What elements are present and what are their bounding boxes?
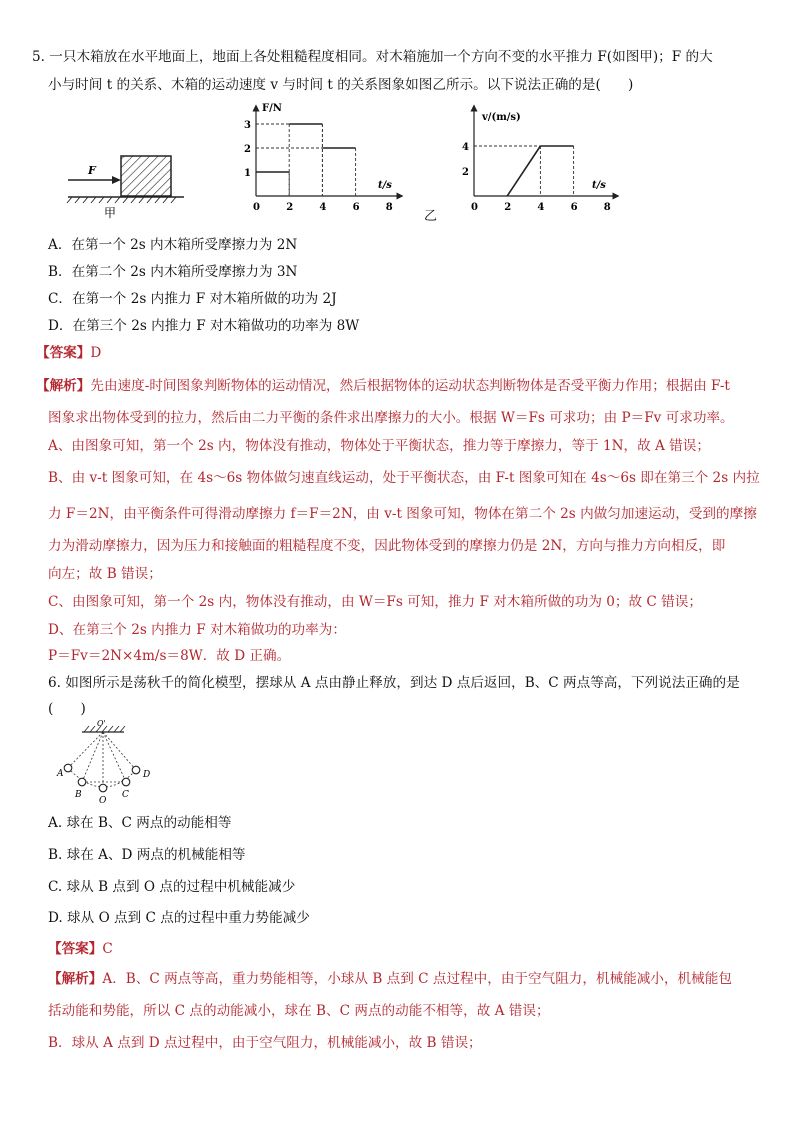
q5-analysis-line: P＝Fv＝2N×4m/s＝8W．故 D 正确。 (48, 648, 291, 664)
q5-analysis-line: D、在第三个 2s 内推力 F 对木箱做功的功率为： (48, 622, 346, 638)
ft-x-label: t/s (378, 180, 392, 191)
vt-x-tick-label: 0 (471, 202, 478, 213)
q6-option-b: B. 球在 A、D 两点的机械能相等 (48, 847, 246, 863)
ft-y-tick-label: 2 (244, 144, 251, 155)
q5-analysis-line: 图象求出物体受到的拉力，然后由二力平衡的条件求出摩擦力的大小。根据 W＝Fs 可求功；由 P＝Fv 可求功率。 (48, 410, 734, 426)
q5-stem-line1: 5. 一只木箱放在水平地面上，地面上各处粗糙程度相同。对木箱施加一个方向不变的水平推力 F(如图甲)；F 的大 (32, 49, 713, 65)
caption-yi: 乙 (424, 209, 438, 224)
vt-y-tick-label: 4 (462, 142, 469, 153)
q5-analysis-first (36, 377, 730, 395)
q5-option-b: B．在第二个 2s 内木箱所受摩擦力为 3N (48, 264, 298, 280)
label-c: C (122, 790, 129, 800)
q6-pendulum-figure (54, 720, 164, 806)
q5-option-c: C．在第一个 2s 内推力 F 对木箱所做的功为 2J (48, 291, 337, 307)
q6-answer-tag: 【答案】 (48, 941, 103, 957)
ft-y-label: F/N (262, 103, 282, 114)
ft-x-tick-label: 6 (352, 202, 360, 213)
vt-segment (507, 146, 540, 196)
label-b: B (75, 790, 82, 800)
q5-analysis-line: B、由 v-t 图象可知，在 4s～6s 物体做匀速直线运动，处于平衡状态，由 F-t 图象可知在 4s～6s 即在第三个 2s 内拉 (48, 470, 760, 486)
label-d: D (143, 770, 151, 780)
q5-answer-value: D (90, 345, 102, 361)
label-o: O (99, 796, 107, 806)
ball-b (78, 778, 86, 786)
vt-x-label: t/s (592, 180, 606, 191)
q5-option-d: D．在第三个 2s 内推力 F 对木箱做功的功率为 8W (48, 318, 360, 334)
vt-x-tick-label: 2 (504, 202, 512, 213)
vt-x-tick-label: 6 (570, 202, 578, 213)
q6-stem-line1: 6. 如图所示是荡秋千的简化模型，摆球从 A 点由静止释放，到达 D 点后返回，B、C 两点等高，下列说法正确的是 (48, 675, 740, 691)
q6-analysis-text: A．B、C 两点等高，重力势能相等，小球从 B 点到 C 点过程中，由于空气阻力，机械能减小，机械能包 (102, 971, 732, 987)
q5-analysis-line: A、由图象可知，第一个 2s 内，物体没有推动，物体处于平衡状态，推力等于摩擦力，等于 1N，故 A 错误； (48, 438, 710, 454)
q5-answer-tag: 【答案】 (36, 345, 91, 361)
ft-x-tick-label: 4 (319, 202, 327, 213)
q5-analysis-line: 向左；故 B 错误； (48, 566, 162, 582)
ball-d (132, 766, 140, 774)
ft-y-tick-label: 3 (244, 120, 251, 131)
vt-y-label: v/(m/s) (482, 112, 521, 123)
q5-analysis-tag: 【解析】 (36, 378, 91, 394)
q6-analysis-tag: 【解析】 (48, 971, 103, 987)
ball-a (64, 764, 72, 772)
force-label: F (88, 164, 96, 177)
q6-analysis-line: B．球从 A 点到 D 点过程中，由于空气阻力，机械能减小，故 B 错误； (48, 1035, 482, 1051)
ft-x-tick-label: 2 (286, 202, 294, 213)
ground-hatch (67, 197, 176, 203)
q6-option-c: C. 球从 B 点到 O 点的过程中机械能减少 (48, 879, 296, 895)
q6-option-a: A. 球在 B、C 两点的动能相等 (48, 815, 232, 831)
vt-x-tick-label: 8 (603, 202, 611, 213)
q6-option-d: D. 球从 O 点到 C 点的过程中重力势能减少 (48, 910, 310, 926)
q6-answer (48, 940, 113, 958)
vt-y-tick-label: 2 (462, 167, 469, 178)
q5-analysis-line: 力 F＝2N，由平衡条件可得滑动摩擦力 f＝F＝2N，由 v-t 图象可知，物体在第二个 2s 内做匀加速运动，受到的摩擦 (48, 506, 757, 522)
q5-analysis-line: 力为滑动摩擦力，因为压力和接触面的粗糙程度不变，因此物体受到的摩擦力仍是 2N，方向与推力方向相反，即 (48, 538, 726, 554)
ft-chart (238, 100, 406, 220)
q5-option-a: A．在第一个 2s 内木箱所受摩擦力为 2N (48, 237, 298, 253)
label-a: A (57, 769, 64, 779)
wooden-box (121, 156, 171, 196)
q5-analysis-text: 先由速度-时间图象判断物体的运动情况，然后根据物体的运动状态判断物体是否受平衡力作用；根据由 F-t (90, 378, 730, 394)
q5-stem-line2: 小与时间 t 的关系、木箱的运动速度 v 与时间 t 的关系图象如图乙所示。以下说法正确的是( ) (48, 77, 634, 93)
q6-answer-value: C (102, 941, 113, 957)
q5-analysis-line: C、由图象可知，第一个 2s 内，物体没有推动，由 W＝Fs 可知，推力 F 对木箱所做的功为 0；故 C 错误； (48, 594, 702, 610)
q6-stem-line2: ( ) (48, 701, 86, 717)
q6-analysis-first (48, 970, 732, 988)
ft-x-tick-label: 8 (385, 202, 393, 213)
vt-x-tick-label: 4 (537, 202, 545, 213)
q6-analysis-line: 括动能和势能，所以 C 点的动能减小，球在 B、C 两点的动能不相等，故 A 错误； (48, 1003, 550, 1019)
ft-y-tick-label: 1 (244, 168, 251, 179)
ft-x-tick-label: 0 (253, 202, 260, 213)
ball-o (99, 784, 107, 792)
q5-answer (36, 344, 101, 362)
caption-jia: 甲 (104, 206, 117, 220)
pivot-label: O' (97, 720, 106, 728)
vt-chart (452, 100, 620, 220)
ball-c (122, 778, 130, 786)
q5-figure-jia (64, 148, 184, 220)
